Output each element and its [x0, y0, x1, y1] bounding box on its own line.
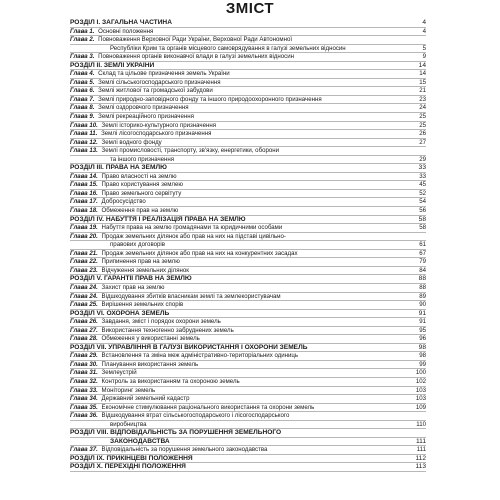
toc-entry-row[interactable] — [70, 395, 426, 404]
toc-entry-row[interactable] — [70, 318, 426, 327]
toc-entry-row[interactable] — [70, 446, 426, 455]
toc-section-row[interactable] — [70, 310, 426, 319]
entry-title: Припинення прав на землю — [101, 258, 180, 266]
page-number: 89 — [419, 292, 426, 300]
page-number: 26 — [419, 130, 426, 138]
page-number: 88 — [418, 275, 426, 283]
toc-entry-row[interactable] — [70, 181, 426, 190]
entry-title: Землі рекреаційного призначення — [98, 113, 194, 121]
toc-entry-row[interactable] — [70, 122, 426, 131]
chapter-label: Глава 11. — [70, 130, 100, 138]
entry-title: Відчуження земельних ділянок — [101, 266, 189, 274]
entry-title: Продаж земельних ділянок або прав на них на конкурентних засадах — [101, 249, 298, 257]
entry-title: Землі природно-заповідного фонду та іншого природоохоронного призначення — [98, 95, 322, 103]
entry-title: Державний земельний кадастр — [101, 395, 190, 403]
chapter-label: Глава 29. — [70, 352, 100, 360]
toc-entry-row[interactable] — [70, 104, 426, 113]
page-number: 98 — [418, 343, 426, 351]
page-number: 110 — [416, 420, 426, 428]
toc-section-row[interactable] — [70, 164, 426, 173]
toc-entry-row[interactable] — [70, 113, 426, 122]
page-number: 98 — [419, 352, 426, 360]
page-number: 27 — [419, 138, 426, 146]
toc-entry-row[interactable] — [70, 404, 426, 413]
toc-entry-row[interactable] — [70, 190, 426, 199]
entry-title: та іншого призначення — [110, 155, 175, 163]
chapter-label: Глава 23. — [70, 266, 100, 274]
entry-title: Моніторинг земель — [101, 386, 156, 394]
page-number: 61 — [419, 241, 426, 249]
entry-title: Захист прав на землю — [101, 283, 165, 291]
toc-entry-row[interactable] — [70, 224, 426, 233]
page-number: 100 — [415, 369, 426, 377]
page-number: 23 — [419, 95, 426, 103]
toc-entry-row[interactable] — [70, 241, 426, 250]
page-number: 14 — [419, 70, 426, 78]
toc-entry-row[interactable] — [70, 387, 426, 396]
chapter-label: Глава 5. — [70, 78, 97, 86]
page-number: 88 — [419, 283, 426, 291]
chapter-label: Глава 10. — [70, 121, 100, 129]
chapter-label: Глава 24. — [70, 283, 100, 291]
page-number: 25 — [419, 121, 426, 129]
toc-entry-row[interactable] — [70, 79, 426, 88]
page-number: 14 — [418, 61, 426, 69]
toc-section-row[interactable] — [70, 463, 426, 472]
entry-title: Планування використання земель — [101, 360, 199, 368]
toc-section-row[interactable] — [70, 438, 426, 447]
entry-title: Повноваження органів виконавчої влади в галузі земельних відносин — [98, 53, 294, 61]
toc-entry-row[interactable] — [70, 267, 426, 276]
entry-title: Вирішення земельних спорів — [101, 301, 184, 309]
chapter-label: Глава 22. — [70, 258, 100, 266]
entry-title: Встановлення та зміна меж адміністративно-територіальних одиниць — [101, 352, 299, 360]
entry-title: РОЗДІЛ IV. НАБУТТЯ І РЕАЛІЗАЦІЯ ПРАВА НА ЗЕМЛЮ — [70, 215, 246, 223]
toc-entry-row[interactable] — [70, 335, 426, 344]
toc-entry-row[interactable] — [70, 301, 426, 310]
page-number: 111 — [416, 446, 426, 454]
toc-entry-row[interactable] — [70, 412, 426, 421]
page-number: 4 — [422, 27, 426, 35]
toc-entry-row[interactable] — [70, 378, 426, 387]
chapter-label: Глава 7. — [70, 95, 97, 103]
entry-title: Землі оздоровчого призначення — [98, 104, 189, 112]
page-number: 5 — [422, 44, 426, 52]
toc-entry-row[interactable] — [70, 250, 426, 259]
toc-section-row[interactable] — [70, 19, 426, 28]
chapter-label: Глава 37. — [70, 446, 100, 454]
page-number: 79 — [419, 258, 426, 266]
page-number: 58 — [418, 215, 426, 223]
page-number: 54 — [419, 198, 426, 206]
page-number: 21 — [419, 87, 426, 95]
chapter-label: Глава 28. — [70, 335, 100, 343]
toc-entry-row[interactable] — [70, 293, 426, 302]
toc-section-row[interactable] — [70, 62, 426, 71]
entry-title: Землеустрій — [101, 369, 137, 377]
toc-entry-row[interactable] — [70, 53, 426, 62]
page-number: 9 — [422, 53, 426, 61]
page-number: 58 — [419, 224, 426, 232]
page-number: 96 — [419, 335, 426, 343]
page-number: 102 — [415, 377, 426, 385]
page-number: 103 — [415, 386, 426, 394]
entry-title: РОЗДІЛ IX. ПРИКІНЦЕВІ ПОЛОЖЕННЯ — [70, 454, 193, 462]
page-number: 95 — [419, 326, 426, 334]
toc-section-row[interactable] — [70, 429, 426, 438]
page-number: 24 — [419, 104, 426, 112]
page-number: 67 — [419, 249, 426, 257]
toc-entry-row[interactable] — [70, 147, 426, 156]
chapter-label: Глава 33. — [70, 386, 100, 394]
toc-entry-row[interactable] — [70, 28, 426, 37]
entry-title: Землі житлової та громадської забудови — [98, 87, 213, 95]
chapter-label: Глава 32. — [70, 377, 100, 385]
chapter-label: Глава 9. — [70, 113, 97, 121]
toc-entry-row[interactable] — [70, 198, 426, 207]
chapter-label: Глава 25. — [70, 301, 100, 309]
entry-title: РОЗДІЛ І. ЗАГАЛЬНА ЧАСТИНА — [70, 19, 172, 26]
page-number: 56 — [419, 207, 426, 215]
entry-title: Землі промисловості, транспорту, зв'язку, енергетики, оборони — [101, 147, 280, 155]
toc-entry-row[interactable] — [70, 45, 426, 54]
chapter-label: Глава 14. — [70, 172, 100, 180]
table-of-contents — [70, 19, 426, 472]
page-number: 45 — [419, 181, 426, 189]
entry-title: Відповідальність за порушення земельного законодавства — [101, 446, 268, 454]
entry-title: Набуття права на землю громадянами та юридичними особами — [101, 224, 283, 232]
entry-title: Використання техногенно забруднених земель — [101, 326, 234, 334]
toc-entry-row[interactable] — [70, 207, 426, 216]
entry-title: Основні положення — [98, 27, 154, 35]
toc-entry-row[interactable] — [70, 96, 426, 105]
chapter-label: Глава 21. — [70, 249, 100, 257]
chapter-label: Глава 26. — [70, 318, 100, 326]
chapter-label: Глава 2. — [70, 36, 97, 44]
entry-title: РОЗДІЛ VII. УПРАВЛІННЯ В ГАЛУЗІ ВИКОРИСТАННЯ І ОХОРОНИ ЗЕМЕЛЬ — [70, 343, 308, 351]
entry-title: РОЗДІЛ V. ГАРАНТІЇ ПРАВ НА ЗЕМЛЮ — [70, 275, 192, 283]
page-number: 113 — [415, 463, 426, 471]
page-number: 52 — [419, 189, 426, 197]
chapter-label: Глава 27. — [70, 326, 100, 334]
entry-title: Право користування землею — [101, 181, 183, 189]
chapter-label: Глава 1. — [70, 27, 97, 35]
entry-title: Право земельного сервітуту — [101, 189, 182, 197]
toc-section-row[interactable] — [70, 455, 426, 464]
entry-title: РОЗДІЛ VI. ОХОРОНА ЗЕМЕЛЬ — [70, 309, 170, 317]
page-number: 33 — [418, 164, 426, 172]
chapter-label: Глава 20. — [70, 232, 100, 240]
entry-title: ЗАКОНОДАВСТВА — [110, 437, 170, 445]
toc-entry-row[interactable] — [70, 156, 426, 165]
entry-title: РОЗДІЛ X. ПЕРЕХІДНІ ПОЛОЖЕННЯ — [70, 463, 186, 471]
entry-title: Завдання, зміст і порядок охорони земель — [101, 318, 221, 326]
page-number: 90 — [419, 301, 426, 309]
entry-title: Склад та цільове призначення земель України — [98, 70, 230, 78]
page-number: 15 — [419, 78, 426, 86]
entry-title: Повноваження Верховної Ради України, Верховної Ради Автономної — [98, 36, 293, 44]
entry-title: Право власності на землю — [101, 172, 177, 180]
toc-entry-row[interactable] — [70, 70, 426, 79]
entry-title: Землі історико-культурного призначення — [101, 121, 217, 129]
chapter-label: Глава 3. — [70, 53, 97, 61]
toc-entry-row[interactable] — [70, 173, 426, 182]
toc-entry-row[interactable] — [70, 36, 426, 45]
entry-title: виробництва — [110, 420, 147, 428]
entry-title: правових договорів — [110, 241, 165, 249]
page-number: 99 — [419, 360, 426, 368]
page-title: ЗМІСТ — [225, 0, 275, 17]
page-number: 112 — [415, 454, 426, 462]
entry-title: РОЗДІЛ ІІ. ЗЕМЛІ УКРАЇНИ — [70, 61, 155, 69]
entry-title: Обмеження прав на землю — [101, 207, 179, 215]
page-number: 109 — [415, 403, 426, 411]
chapter-label: Глава 34. — [70, 395, 100, 403]
toc-entry-row[interactable] — [70, 352, 426, 361]
chapter-label: Глава 12. — [70, 138, 100, 146]
chapter-label: Глава 24. — [70, 292, 100, 300]
toc-entry-row[interactable] — [70, 233, 426, 242]
entry-title: РОЗДІЛ ІІІ. ПРАВА НА ЗЕМЛЮ — [70, 164, 167, 172]
chapter-label: Глава 4. — [70, 70, 97, 78]
toc-entry-row[interactable] — [70, 369, 426, 378]
entry-title: Добросусідство — [101, 198, 146, 206]
chapter-label: Глава 19. — [70, 224, 100, 232]
page-number: 103 — [415, 395, 426, 403]
toc-entry-row[interactable] — [70, 361, 426, 370]
chapter-label: Глава 18. — [70, 207, 100, 215]
entry-title: Землі водного фонду — [101, 138, 162, 146]
toc-section-row[interactable] — [70, 275, 426, 284]
page-number: 111 — [415, 437, 426, 445]
entry-title: Обмеження у використанні земель — [101, 335, 200, 343]
toc-entry-row[interactable] — [70, 421, 426, 430]
page-number: 84 — [419, 266, 426, 274]
toc-section-row[interactable] — [70, 344, 426, 353]
page-number: 25 — [419, 113, 426, 121]
chapter-label: Глава 36. — [70, 412, 100, 420]
entry-title: Економічне стимулювання раціонального використання та охорони земель — [101, 403, 315, 411]
entry-title: Землі лісогосподарського призначення — [101, 130, 212, 138]
chapter-label: Глава 30. — [70, 360, 100, 368]
entry-title: РОЗДІЛ VIII. ВІДПОВІДАЛЬНІСТЬ ЗА ПОРУШЕННЯ ЗЕМЕЛЬНОГО — [70, 429, 282, 437]
chapter-label: Глава 8. — [70, 104, 97, 112]
entry-title: Відшкодування втрат сільськогосподарського і лісогосподарського — [101, 412, 290, 420]
page-number: 91 — [419, 318, 426, 326]
toc-entry-row[interactable] — [70, 139, 426, 148]
toc-entry-row[interactable] — [70, 130, 426, 139]
page-number: 29 — [419, 155, 426, 163]
chapter-label: Глава 15. — [70, 181, 100, 189]
chapter-label: Глава 13. — [70, 147, 100, 155]
chapter-label: Глава 6. — [70, 87, 97, 95]
chapter-label: Глава 17. — [70, 198, 100, 206]
entry-title: Контроль за використанням та охороною земель — [101, 377, 240, 385]
toc-entry-row[interactable] — [70, 284, 426, 293]
entry-title: Відшкодування збитків власникам землі та землекористувачам — [101, 292, 281, 300]
chapter-label: Глава 31. — [70, 369, 100, 377]
toc-entry-row[interactable] — [70, 258, 426, 267]
entry-title: Продаж земельних ділянок або прав на них на підставі цивільно- — [101, 232, 286, 240]
entry-title: Землі сільськогосподарського призначення — [98, 78, 221, 86]
page-number: 91 — [418, 309, 426, 317]
toc-section-row[interactable] — [70, 216, 426, 225]
page-number: 4 — [422, 19, 426, 26]
page-number: 33 — [419, 172, 426, 180]
entry-title: Республіки Крим та органів місцевого самоврядування в галузі земельних відносин — [110, 44, 346, 52]
toc-entry-row[interactable] — [70, 327, 426, 336]
chapter-label: Глава 35. — [70, 403, 100, 411]
chapter-label: Глава 16. — [70, 189, 100, 197]
toc-entry-row[interactable] — [70, 87, 426, 96]
